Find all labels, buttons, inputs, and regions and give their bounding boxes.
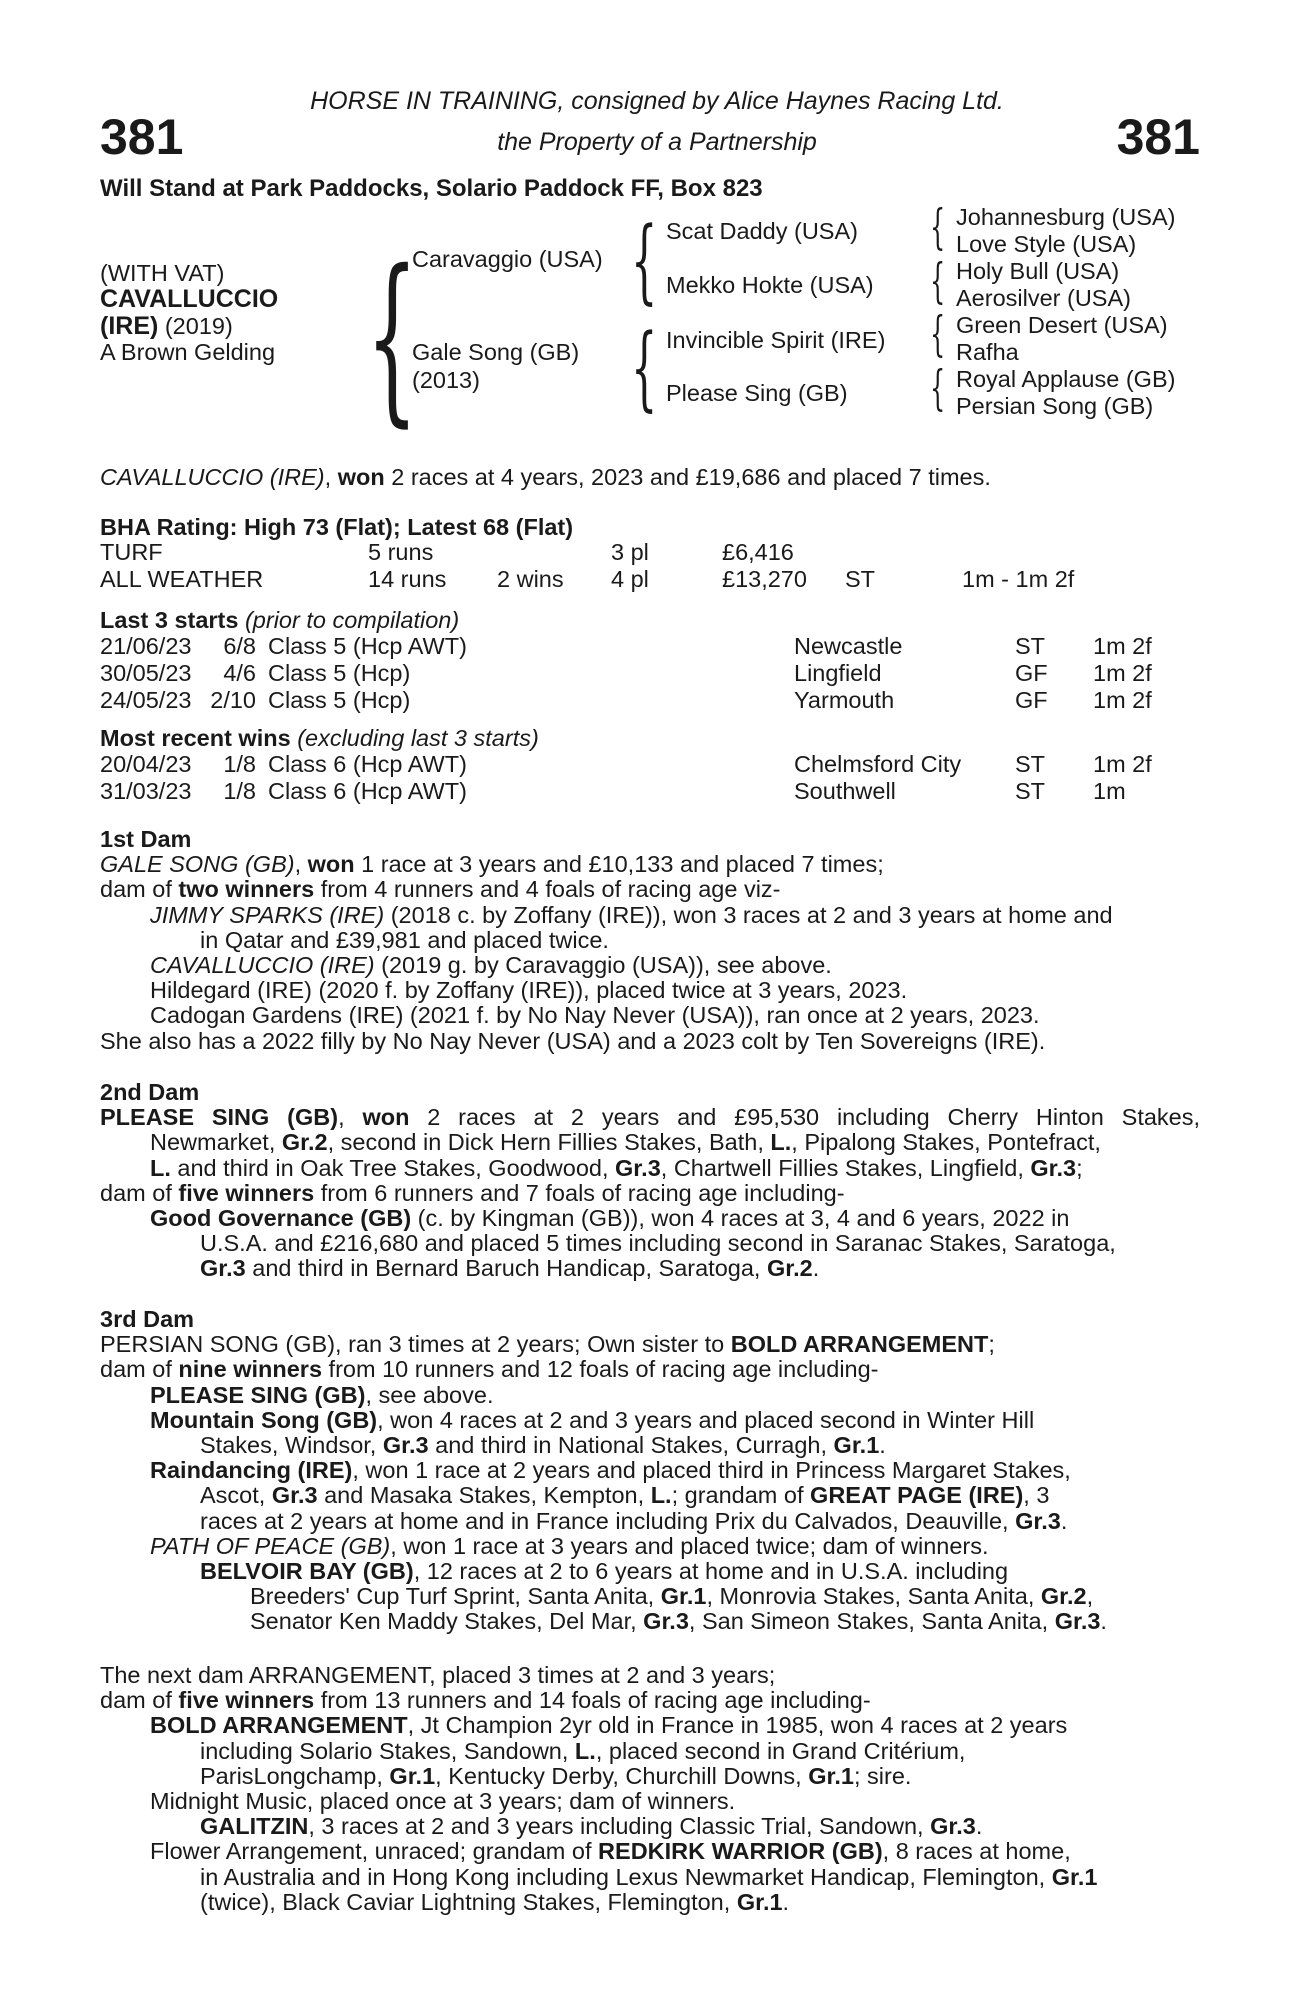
text: , San Simeon Stakes, Santa Anita, <box>688 1608 1055 1635</box>
text: in Australia and in Hong Kong including Lexus Newmarket Handicap, Flemington, <box>200 1863 1052 1890</box>
next-dam-line <box>100 1688 1097 1713</box>
table-row <box>100 778 1152 805</box>
next-dam-line <box>100 1713 1097 1738</box>
dam-name: PLEASE SING (GB) <box>100 1105 339 1131</box>
progeny-name: BOLD ARRANGEMENT <box>150 1712 408 1739</box>
next-dam-line <box>100 1865 1097 1890</box>
race-date: 31/03/23 <box>100 778 192 804</box>
dam-dam-name: Please Sing (GB) <box>666 380 848 406</box>
rating-surface: ALL WEATHER <box>100 566 264 592</box>
recent-wins-title: Most recent wins <box>100 725 291 751</box>
next-dam-line: The next dam ARRANGEMENT, placed 3 times at 2 and 3 years; <box>100 1662 776 1688</box>
recent-wins-note: (excluding last 3 starts) <box>297 725 539 751</box>
last-starts-title: Last 3 starts <box>100 607 239 633</box>
text: Flower Arrangement, unraced; grandam of <box>150 1838 599 1865</box>
text: . <box>782 1888 790 1915</box>
rating-wins <box>497 539 611 566</box>
text: dam of <box>100 1179 179 1206</box>
vat-note: (WITH VAT) <box>100 260 225 286</box>
pedigree-brace-g1: { <box>930 199 946 255</box>
text: and Masaka Stakes, Kempton, <box>317 1482 651 1509</box>
grade: L. <box>150 1154 171 1181</box>
text: including Solario Stakes, Sandown, <box>200 1737 575 1764</box>
recent-wins-table <box>100 751 1152 805</box>
sire-sire-name: Scat Daddy (USA) <box>666 218 858 244</box>
text: Breeders' Cup Turf Sprint, Santa Anita, <box>250 1583 661 1610</box>
grade: Gr.2 <box>1040 1583 1087 1610</box>
race-going: ST <box>1015 751 1046 777</box>
next-dam-line: Midnight Music, placed once at 3 years; dam of winners. <box>150 1787 736 1814</box>
race-position: 1/8 <box>223 751 256 777</box>
race-class: Class 5 (Hcp) <box>268 660 411 686</box>
grandsire-2: Holy Bull (USA) <box>956 258 1120 284</box>
text: , 8 races at home, <box>882 1838 1071 1865</box>
table-row <box>100 566 1074 593</box>
table-row <box>100 687 1152 714</box>
text: . <box>975 1813 983 1840</box>
grade: Gr.3 <box>271 1482 318 1509</box>
next-dam-line <box>100 1890 1097 1915</box>
third-dam-line <box>100 1458 1107 1483</box>
granddam-1: Love Style (USA) <box>956 231 1137 257</box>
third-dam-line <box>100 1609 1107 1634</box>
text: races at 2 years at home and in France including Prix du Calvados, Deauville, <box>200 1507 1016 1534</box>
race-course: Newcastle <box>794 633 903 659</box>
grade: Gr.3 <box>643 1608 689 1635</box>
rating-going: ST <box>845 566 876 592</box>
second-dam-line <box>100 1130 1200 1155</box>
grade: Gr.1 <box>1051 1863 1098 1890</box>
third-dam-line <box>100 1383 1107 1408</box>
table-row <box>100 660 1152 687</box>
granddam-4: Persian Song (GB) <box>956 393 1154 419</box>
second-dam-line <box>100 1206 1200 1231</box>
race-going: ST <box>1015 633 1046 659</box>
text: . <box>879 1431 886 1458</box>
rating-earnings: £6,416 <box>722 539 794 565</box>
text: , <box>294 851 308 878</box>
grade: L. <box>574 1737 596 1764</box>
rating-runs: 14 runs <box>368 566 447 592</box>
third-dam-line <box>100 1433 1107 1458</box>
horse-name: GREAT PAGE (IRE) <box>810 1482 1024 1509</box>
grade: Gr.3 <box>382 1431 429 1458</box>
pedigree-brace-g2: { <box>930 253 946 309</box>
text: dam of <box>100 1356 179 1383</box>
grade: Gr.2 <box>766 1255 813 1282</box>
text: ParisLongchamp, <box>200 1762 390 1789</box>
third-dam-section <box>100 1307 1107 1634</box>
grandsire-1: Johannesburg (USA) <box>956 204 1176 230</box>
race-course: Yarmouth <box>794 687 895 713</box>
summary-horse: CAVALLUCCIO (IRE) <box>100 464 325 490</box>
grade: L. <box>650 1482 672 1509</box>
sire-name: Caravaggio (USA) <box>412 246 603 272</box>
first-dam-line <box>100 877 1113 902</box>
text: , Chartwell Fillies Stakes, Lingfield, <box>660 1154 1031 1181</box>
second-dam-line <box>100 1156 1200 1181</box>
race-date: 21/06/23 <box>100 633 192 659</box>
winners-count: two winners <box>178 876 315 903</box>
progeny-name: Good Governance (GB) <box>150 1204 412 1231</box>
text: dam of <box>100 876 179 903</box>
grade: Gr.1 <box>833 1431 880 1458</box>
next-dam-line <box>100 1739 1097 1764</box>
text: Newmarket, <box>150 1129 282 1156</box>
text: ; <box>1076 1154 1083 1181</box>
first-dam-line <box>100 953 1113 978</box>
second-dam-line <box>100 1256 1200 1281</box>
text: , 3 races at 2 and 3 years including Classic Trial, Sandown, <box>308 1813 931 1840</box>
next-dam-line <box>100 1764 1097 1789</box>
rating-distance: 1m - 1m 2f <box>962 566 1075 592</box>
horse-name: REDKIRK WARRIOR (GB) <box>598 1838 883 1865</box>
text: (2018 c. by Zoffany (IRE)), won 3 races at 2 and 3 years at home and <box>384 901 1113 928</box>
race-class: Class 6 (Hcp AWT) <box>268 778 467 804</box>
rating-placed: 4 pl <box>611 566 649 592</box>
text: from 6 runners and 7 foals of racing age including- <box>314 1179 845 1206</box>
rating-runs: 5 runs <box>368 539 434 565</box>
lot-number-left: 381 <box>100 109 184 165</box>
grandsire-3: Green Desert (USA) <box>956 312 1168 338</box>
progeny-name: PATH OF PEACE (GB) <box>150 1532 391 1559</box>
summary-won: won <box>337 464 385 490</box>
text: , Monrovia Stakes, Santa Anita, <box>706 1583 1041 1610</box>
grade: Gr.3 <box>1054 1608 1101 1635</box>
text: , <box>1086 1583 1094 1610</box>
next-dam-line <box>100 1839 1097 1864</box>
rating-surface: TURF <box>100 539 163 565</box>
grade: Gr.3 <box>1030 1154 1077 1181</box>
table-row <box>100 751 1152 778</box>
pedigree-brace-g4: { <box>930 360 946 416</box>
progeny-name: JIMMY SPARKS (IRE) <box>150 901 385 928</box>
last-starts-table <box>100 633 1152 714</box>
winners-count: nine winners <box>178 1356 323 1383</box>
grade: Gr.1 <box>736 1888 783 1915</box>
progeny-name: CAVALLUCCIO (IRE) <box>150 951 375 978</box>
third-dam-line <box>100 1509 1107 1534</box>
text: , Pipalong Stakes, Pontefract, <box>791 1129 1101 1156</box>
progeny-name: BELVOIR BAY (GB) <box>200 1557 414 1584</box>
pedigree-brace-g3: { <box>930 306 946 362</box>
text: (twice), Black Caviar Lightning Stakes, Flemington, <box>200 1888 737 1915</box>
winners-count: five winners <box>178 1179 315 1206</box>
first-dam-line: in Qatar and £39,981 and placed twice. <box>200 926 609 953</box>
text: from 13 runners and 14 foals of racing age including- <box>314 1687 871 1714</box>
second-dam-line <box>100 1181 1200 1206</box>
third-dam-line <box>100 1584 1107 1609</box>
third-dam-line <box>100 1357 1107 1382</box>
text: Senator Ken Maddy Stakes, Del Mar, <box>250 1608 644 1635</box>
next-dam-line <box>100 1814 1097 1839</box>
race-going: GF <box>1015 687 1048 713</box>
horse-name: CAVALLUCCIO <box>100 285 279 313</box>
bha-rating: BHA Rating: High 73 (Flat); Latest 68 (Flat) <box>100 514 574 540</box>
pedigree-brace-main: { <box>366 231 419 443</box>
dam-sire-name: Invincible Spirit (IRE) <box>666 327 886 353</box>
text: dam of <box>100 1687 179 1714</box>
recent-wins-heading <box>100 725 539 751</box>
text: , placed second in Grand Critérium, <box>595 1737 966 1764</box>
rating-going <box>845 539 962 566</box>
second-dam-line: U.S.A. and £216,680 and placed 5 times including second in Saranac Stakes, Saratoga, <box>200 1230 1116 1257</box>
table-row <box>100 633 1152 660</box>
text: Ascot, <box>200 1482 272 1509</box>
grade: L. <box>770 1129 792 1156</box>
race-position: 2/10 <box>210 687 256 713</box>
grade: Gr.3 <box>1015 1507 1061 1534</box>
race-course: Southwell <box>794 778 896 804</box>
progeny-name: Mountain Song (GB) <box>150 1406 378 1433</box>
text: from 4 runners and 4 foals of racing age viz- <box>314 876 781 903</box>
race-position: 4/6 <box>223 660 256 686</box>
dam-name: GALE SONG (GB) <box>100 851 295 878</box>
first-dam-section <box>100 827 1113 1054</box>
first-dam-line: Hildegard (IRE) (2020 f. by Zoffany (IRE)), placed twice at 3 years, 2023. <box>150 977 908 1004</box>
grandsire-4: Royal Applause (GB) <box>956 366 1176 392</box>
text: PERSIAN SONG (GB), ran 3 times at 2 years; Own sister to <box>100 1331 731 1358</box>
grade: Gr.1 <box>660 1583 707 1610</box>
text: and third in Bernard Baruch Handicap, Saratoga, <box>245 1255 767 1282</box>
consignor-line: HORSE IN TRAINING, consigned by Alice Haynes Racing Ltd. <box>310 87 1004 115</box>
first-dam-line <box>100 852 1113 877</box>
race-going: ST <box>1015 778 1046 804</box>
text: ; grandam of <box>671 1482 811 1509</box>
text: , see above. <box>365 1381 494 1408</box>
rating-distance <box>962 539 1074 566</box>
race-distance: 1m 2f <box>1093 660 1152 686</box>
race-date: 30/05/23 <box>100 660 192 686</box>
first-dam-title: 1st Dam <box>100 826 192 852</box>
second-dam-section <box>100 1080 1200 1282</box>
race-class: Class 6 (Hcp AWT) <box>268 751 467 777</box>
race-distance: 1m 2f <box>1093 687 1152 713</box>
race-date: 24/05/23 <box>100 687 192 713</box>
race-class: Class 5 (Hcp AWT) <box>268 633 467 659</box>
won-label: won <box>307 851 355 878</box>
text: 2 races at 2 years and £95,530 including Cherry Hinton Stakes, <box>409 1105 1200 1131</box>
stand-location: Will Stand at Park Paddocks, Solario Paddock FF, Box 823 <box>100 175 763 202</box>
text: , Jt Champion 2yr old in France in 1985, won 4 races at 2 years <box>407 1712 1068 1739</box>
won-label: won <box>362 1105 410 1131</box>
horse-country: (IRE) <box>100 312 159 340</box>
race-summary: CAVALLUCCIO (IRE), won 2 races at 4 years, 2023 and £19,686 and placed 7 times. <box>100 464 991 490</box>
race-position: 1/8 <box>223 778 256 804</box>
race-distance: 1m <box>1093 778 1126 804</box>
text: ; <box>988 1331 995 1358</box>
text: , won 1 race at 2 years and placed third in Princess Margaret Stakes, <box>352 1457 1071 1484</box>
pedigree-brace-sire: { <box>631 207 658 314</box>
second-dam-title: 2nd Dam <box>100 1079 200 1105</box>
granddam-3: Rafha <box>956 339 1019 365</box>
property-line: the Property of a Partnership <box>497 128 817 156</box>
text: (2019 g. by Caravaggio (USA)), see above. <box>374 951 832 978</box>
grade: Gr.3 <box>930 1813 976 1840</box>
first-dam-line: She also has a 2022 filly by No Nay Never (USA) and a 2023 colt by Ten Sovereigns (IRE). <box>100 1027 1046 1054</box>
text: 1 race at 3 years and £10,133 and placed 7 times; <box>354 851 884 878</box>
race-class: Class 5 (Hcp) <box>268 687 411 713</box>
text: , Kentucky Derby, Churchill Downs, <box>435 1762 809 1789</box>
text: , 3 <box>1023 1482 1050 1509</box>
third-dam-line <box>100 1559 1107 1584</box>
text: . <box>1060 1507 1068 1534</box>
text: and third in Oak Tree Stakes, Goodwood, <box>170 1154 616 1181</box>
third-dam-line <box>100 1483 1107 1508</box>
rating-table <box>100 539 1074 593</box>
dam-year: (2013) <box>412 367 480 393</box>
horse-name: BOLD ARRANGEMENT <box>730 1331 989 1358</box>
text: . <box>812 1255 820 1282</box>
grade: Gr.2 <box>281 1129 328 1156</box>
race-course: Lingfield <box>794 660 882 686</box>
grade: Gr.3 <box>200 1255 246 1282</box>
last-starts-heading <box>100 607 459 633</box>
horse-description: A Brown Gelding <box>100 339 276 365</box>
progeny-name: GALITZIN <box>200 1813 309 1840</box>
grade: Gr.3 <box>615 1154 661 1181</box>
race-position: 6/8 <box>223 633 256 659</box>
table-row <box>100 539 1074 566</box>
race-going: GF <box>1015 660 1048 686</box>
last-starts-note: (prior to compilation) <box>244 607 460 633</box>
race-distance: 1m 2f <box>1093 633 1152 659</box>
summary-text: 2 races at 4 years, 2023 and £19,686 and placed 7 times. <box>384 464 991 490</box>
sire-dam-name: Mekko Hokte (USA) <box>666 272 874 298</box>
rating-placed: 3 pl <box>611 539 649 565</box>
text: from 10 runners and 12 foals of racing age including- <box>322 1356 879 1383</box>
text: , won 1 race at 3 years and placed twice; dam of winners. <box>390 1532 989 1559</box>
next-dam-section <box>100 1663 1097 1915</box>
rating-earnings: £13,270 <box>722 566 807 592</box>
text: and third in National Stakes, Curragh, <box>428 1431 834 1458</box>
second-dam-line <box>100 1105 1200 1130</box>
text: ; sire. <box>853 1762 912 1789</box>
race-course: Chelmsford City <box>794 751 962 777</box>
pedigree-brace-dam: { <box>631 314 658 421</box>
race-distance: 1m 2f <box>1093 751 1152 777</box>
text: Stakes, Windsor, <box>200 1431 383 1458</box>
first-dam-line: Cadogan Gardens (IRE) (2021 f. by No Nay Never (USA)), ran once at 2 years, 2023. <box>150 1002 1040 1029</box>
lot-number-right: 381 <box>1116 109 1200 165</box>
rating-wins: 2 wins <box>497 566 564 592</box>
text: , 12 races at 2 to 6 years at home and in U.S.A. including <box>413 1557 1009 1584</box>
third-dam-title: 3rd Dam <box>100 1306 195 1332</box>
text: , won 4 races at 2 and 3 years and placed second in Winter Hill <box>377 1406 1035 1433</box>
race-date: 20/04/23 <box>100 751 192 777</box>
progeny-name: PLEASE SING (GB) <box>150 1381 366 1408</box>
text: (c. by Kingman (GB)), won 4 races at 3, 4 and 6 years, 2022 in <box>411 1204 1070 1231</box>
horse-origin <box>100 312 233 340</box>
third-dam-line <box>100 1408 1107 1433</box>
text: , second in Dick Hern Fillies Stakes, Bath, <box>327 1129 771 1156</box>
horse-year: (2019) <box>164 313 233 339</box>
text: . <box>1100 1608 1107 1635</box>
third-dam-line <box>100 1332 1107 1357</box>
progeny-name: Raindancing (IRE) <box>150 1457 353 1484</box>
granddam-2: Aerosilver (USA) <box>956 285 1131 311</box>
winners-count: five winners <box>178 1687 315 1714</box>
dam-name: Gale Song (GB) <box>412 339 580 365</box>
grade: Gr.1 <box>808 1762 854 1789</box>
grade: Gr.1 <box>389 1762 436 1789</box>
third-dam-line <box>100 1534 1107 1559</box>
text: , <box>338 1105 363 1131</box>
first-dam-line <box>100 903 1113 928</box>
